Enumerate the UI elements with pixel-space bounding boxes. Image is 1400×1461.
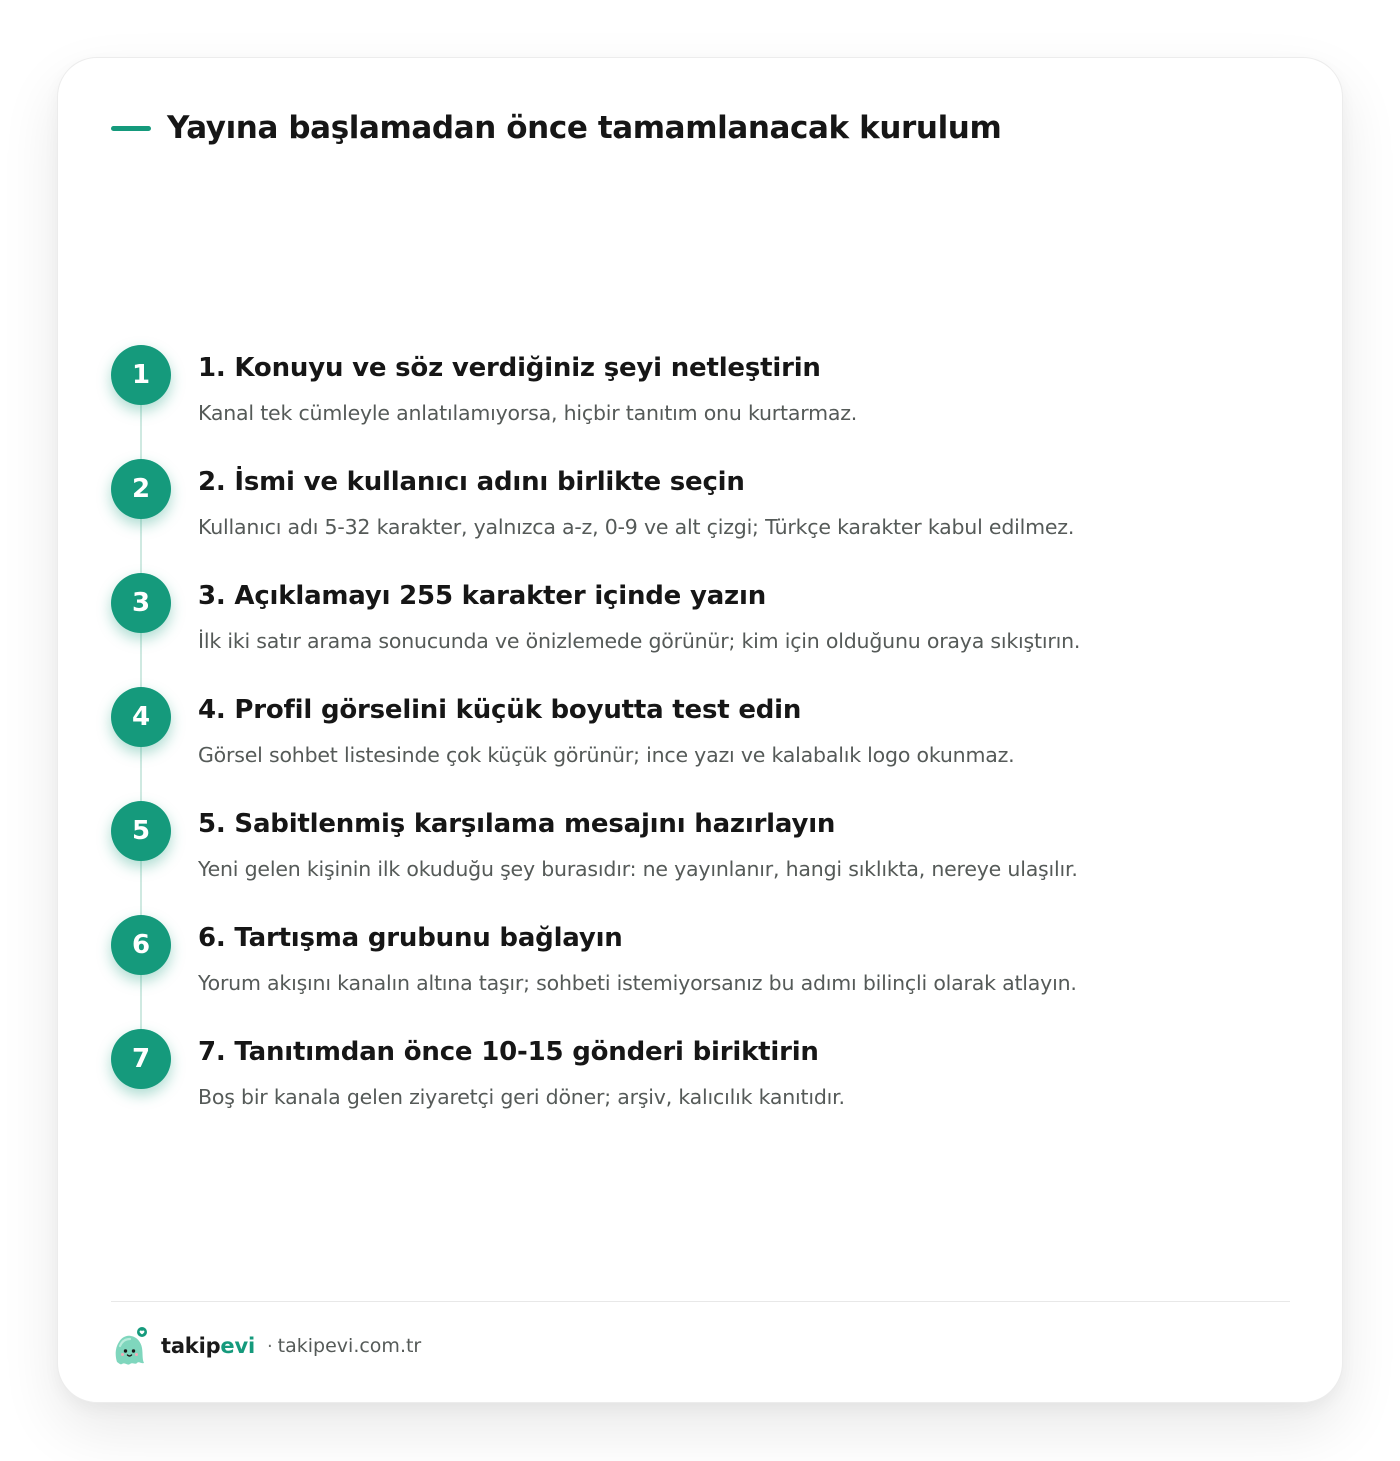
step-number-badge: 7	[111, 1029, 171, 1089]
page-title: Yayına başlamadan önce tamamlanacak kurulum	[167, 110, 1002, 146]
step-number-badge: 6	[111, 915, 171, 975]
step-description: İlk iki satır arama sonucunda ve önizlemede görünür; kim için olduğunu oraya sıkıştırın.	[198, 629, 1081, 653]
footer-separator: ·	[266, 1335, 273, 1357]
step-title: 6. Tartışma grubunu bağlayın	[198, 923, 623, 953]
step-item-3	[111, 573, 1311, 687]
step-title: 4. Profil görselini küçük boyutta test edin	[198, 695, 802, 725]
step-description: Boş bir kanala gelen ziyaretçi geri döner; arşiv, kalıcılık kanıtıdır.	[198, 1085, 845, 1109]
step-item-6	[111, 915, 1311, 1029]
step-description: Kullanıcı adı 5-32 karakter, yalnızca a-z, 0-9 ve alt çizgi; Türkçe karakter kabul edilmez.	[198, 515, 1075, 539]
step-number-badge: 1	[111, 345, 171, 405]
step-number-badge: 2	[111, 459, 171, 519]
step-title: 2. İsmi ve kullanıcı adını birlikte seçin	[198, 467, 745, 497]
step-title: 5. Sabitlenmiş karşılama mesajını hazırlayın	[198, 809, 836, 839]
step-number-badge: 5	[111, 801, 171, 861]
step-description: Yorum akışını kanalın altına taşır; sohbeti istemiyorsanız bu adımı bilinçli olarak atlayın.	[198, 971, 1077, 995]
step-number-badge: 3	[111, 573, 171, 633]
brand-name-main: takip	[161, 1334, 221, 1358]
header	[111, 106, 1001, 150]
step-description: Görsel sohbet listesinde çok küçük görünür; ince yazı ve kalabalık logo okunmaz.	[198, 743, 1015, 767]
step-description: Yeni gelen kişinin ilk okuduğu şey burasıdır: ne yayınlanır, hangi sıklıkta, nereye ulaşılır.	[198, 857, 1078, 881]
step-item-2	[111, 459, 1311, 573]
footer-divider	[111, 1301, 1290, 1302]
step-item-7	[111, 1029, 1311, 1143]
ghost-mascot-icon	[111, 1326, 149, 1366]
step-title: 7. Tanıtımdan önce 10-15 gönderi biriktirin	[198, 1037, 819, 1067]
step-description: Kanal tek cümleyle anlatılamıyorsa, hiçbir tanıtım onu kurtarmaz.	[198, 401, 858, 425]
step-item-4	[111, 687, 1311, 801]
footer	[111, 1325, 421, 1367]
brand-name	[161, 1334, 255, 1358]
step-title: 3. Açıklamayı 255 karakter içinde yazın	[198, 581, 767, 611]
step-item-5	[111, 801, 1311, 915]
site-url: takipevi.com.tr	[277, 1335, 422, 1357]
steps-list	[111, 345, 1311, 1143]
title-accent-dash	[111, 126, 151, 131]
step-number-badge: 4	[111, 687, 171, 747]
step-title: 1. Konuyu ve söz verdiğiniz şeyi netleştirin	[198, 353, 821, 383]
step-item-1	[111, 345, 1311, 459]
brand-name-accent: evi	[220, 1334, 255, 1358]
checklist-card	[57, 57, 1343, 1403]
